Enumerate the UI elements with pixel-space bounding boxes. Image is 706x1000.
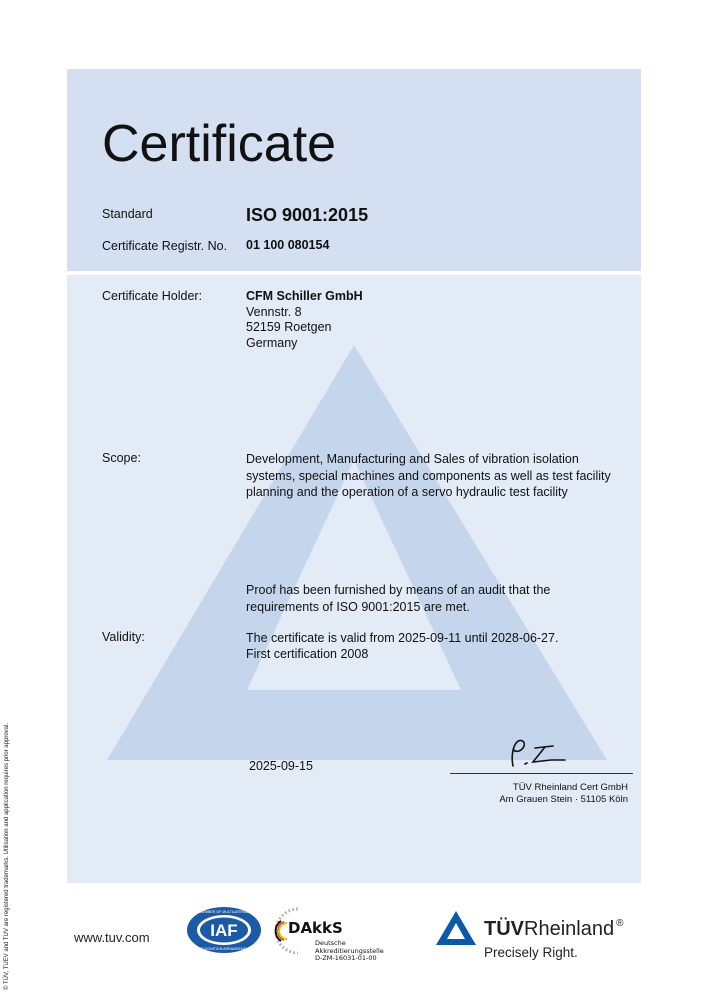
brand-rest: Rheinland [524, 918, 615, 940]
validity-label: Validity: [102, 630, 145, 644]
validity-text [246, 630, 558, 662]
dakks-name: DAkkS [288, 919, 343, 937]
tuv-brand-name [484, 918, 623, 941]
holder-address [246, 289, 363, 351]
standard-label: Standard [102, 207, 153, 221]
tuv-slogan: Precisely Right. [484, 945, 578, 960]
dakks-line: Akkreditierungsstelle [315, 946, 384, 955]
proof-text [246, 582, 550, 616]
issue-date: 2025-09-15 [249, 759, 313, 773]
issuer-address: Am Grauen Stein · 51105 Köln [499, 794, 628, 805]
dakks-logo [268, 905, 388, 965]
trademark-side-note: © TÜV, TUEV and TUV are registered trademarks. Utilisation and application requires prior approval. [4, 723, 10, 990]
dakks-subtext [315, 940, 384, 963]
brand-bold: TÜV [484, 918, 524, 940]
iaf-ring-bottom: RECOGNITION ARRANGEMENT [196, 947, 252, 951]
iaf-ring-top: MEMBER OF MULTILATERAL [199, 910, 249, 914]
proof-line: Proof has been furnished by means of an audit that the [246, 583, 551, 597]
dakks-line: Deutsche [315, 939, 346, 947]
certificate-title: Certificate [102, 115, 337, 173]
proof-line: requirements of ISO 9001:2015 are met. [246, 600, 470, 614]
dakks-line: D-ZM-16031-01-00 [315, 954, 377, 962]
scope-line: planning and the operation of a servo hydraulic test facility [246, 485, 568, 499]
scope-line: systems, special machines and components as well as test facility [246, 468, 611, 483]
holder-street: Vennstr. 8 [246, 304, 302, 319]
signature-line [450, 773, 633, 774]
signature-mark [505, 736, 585, 772]
scope-label: Scope: [102, 451, 141, 465]
registration-label: Certificate Registr. No. [102, 239, 228, 253]
holder-name: CFM Schiller GmbH [246, 289, 363, 303]
issuer-name: TÜV Rheinland Cert GmbH [512, 782, 628, 793]
validity-period: The certificate is valid from 2025-09-11 until 2028-06-27. [246, 631, 559, 645]
scope-text [246, 451, 611, 501]
iaf-mark-text: IAF [210, 921, 238, 940]
iaf-logo [185, 905, 263, 955]
standard-value: ISO 9001:2015 [246, 205, 369, 225]
website-link[interactable]: www.tuv.com [74, 930, 150, 945]
first-certification: First certification 2008 [246, 647, 369, 661]
registered-mark: ® [616, 918, 624, 929]
registration-value: 01 100 080154 [246, 238, 330, 252]
tuv-triangle-icon [435, 910, 477, 946]
holder-label: Certificate Holder: [102, 289, 203, 303]
holder-city: 52159 Roetgen [246, 320, 332, 334]
issuer-block [499, 782, 628, 806]
scope-line: Development, Manufacturing and Sales of vibration isolation [246, 452, 579, 466]
holder-country: Germany [246, 335, 298, 350]
